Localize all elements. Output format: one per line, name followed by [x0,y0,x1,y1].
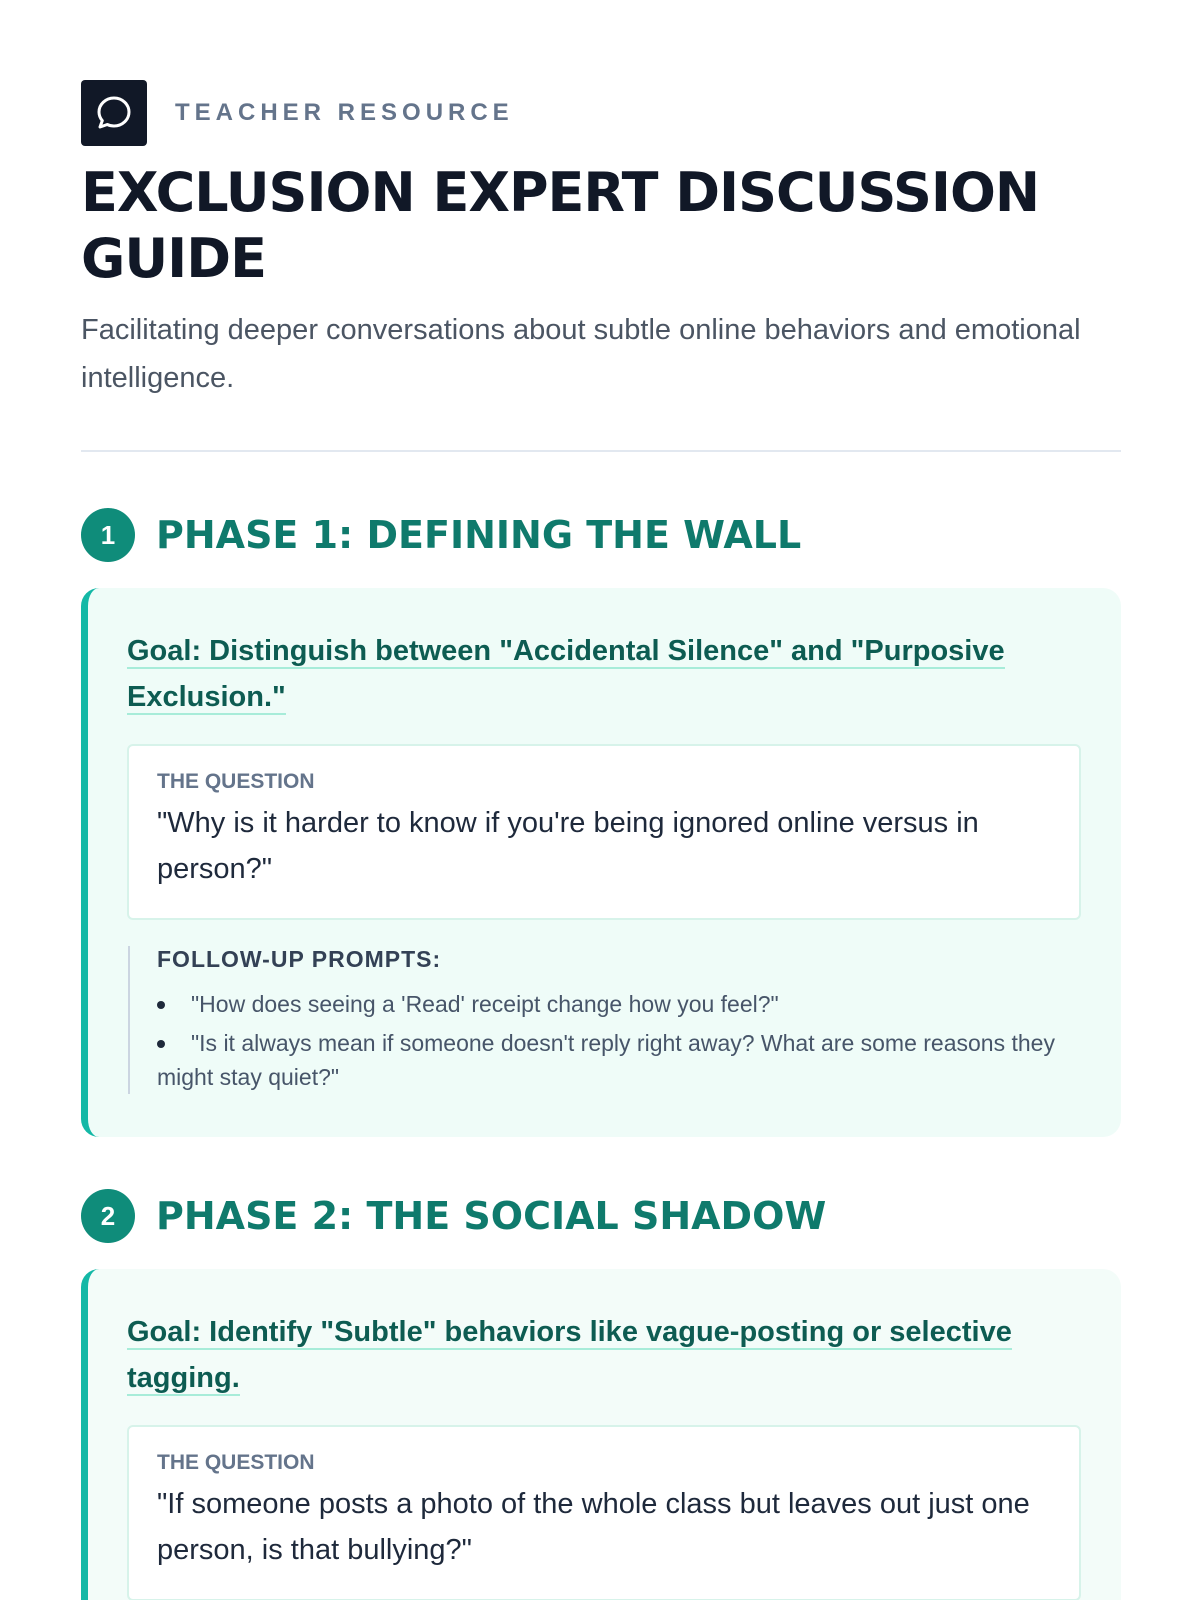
phase-1-card [81,588,1121,1137]
phase-goal [127,1309,1067,1401]
question-box [127,1425,1081,1600]
page-subtitle: Facilitating deeper conversations about subtle online behaviors and emotional intelligence. [81,314,1081,394]
phase-title: PHASE 1: DEFINING THE WALL [156,513,802,557]
phase-number-badge: 1 [81,508,135,562]
followup-label: FOLLOW-UP PROMPTS: [157,946,442,972]
header-divider [81,450,1121,452]
phase-2-header [81,1189,1120,1243]
question-box [127,744,1081,920]
resource-header [81,80,1120,146]
question-label: THE QUESTION [157,1451,315,1474]
phase-goal-text: Goal: Identify "Subtle" behaviors like vague-posting or selective tagging. [127,1316,1012,1394]
followup-item: "How does seeing a 'Read' receipt change how you feel?" [157,987,1081,1021]
page-title: EXCLUSION EXPERT DISCUSSION GUIDE [81,161,1040,290]
followup-list [157,987,1081,1094]
question-label: THE QUESTION [157,770,315,793]
phase-1-header [81,508,1120,562]
followup-item: "Is it always mean if someone doesn't reply right away? What are some reasons they might stay quiet?" [157,1026,1081,1094]
question-text: "If someone posts a photo of the whole class but leaves out just one person, is that bullying?" [157,1488,1030,1566]
chat-bubble-icon [81,80,147,146]
phase-2-card [81,1269,1121,1600]
question-text: "Why is it harder to know if you're being ignored online versus in person?" [157,807,979,885]
followup-section [128,946,1081,1094]
phase-title: PHASE 2: THE SOCIAL SHADOW [156,1194,827,1238]
resource-label: TEACHER RESOURCE [175,99,514,126]
phase-goal-text: Goal: Distinguish between "Accidental Silence" and "Purposive Exclusion." [127,635,1005,713]
phase-goal [127,628,1067,720]
phase-number-badge: 2 [81,1189,135,1243]
